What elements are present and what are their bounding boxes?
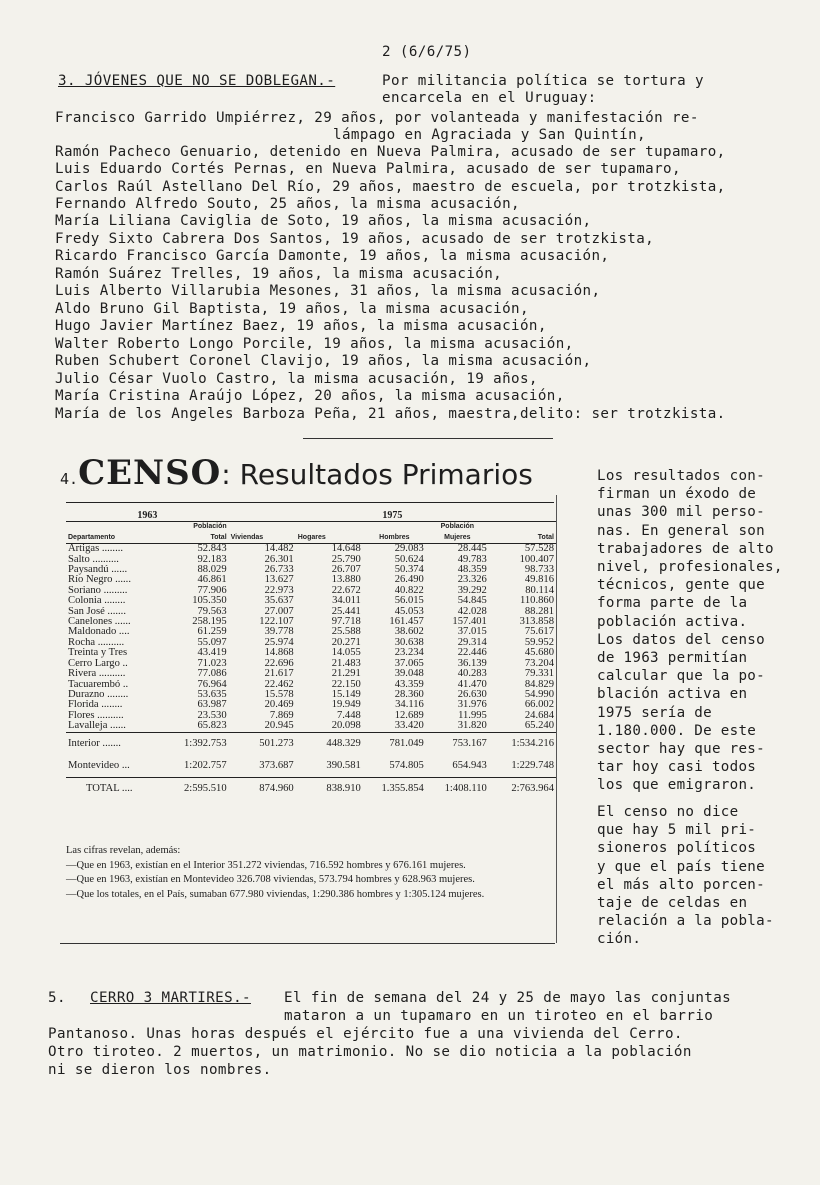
detainee-line: Ruben Schubert Coronel Clavijo, 19 años, la misma acusación, bbox=[55, 353, 592, 369]
cell-value: 29.083 bbox=[394, 543, 424, 555]
cell-value: 45.680 bbox=[524, 647, 554, 659]
cell-value: 25.441 bbox=[331, 605, 361, 617]
commentary-line: de 1963 permitían bbox=[597, 650, 748, 667]
cell-value: 61.259 bbox=[197, 626, 227, 638]
cell-value: 100.407 bbox=[519, 553, 554, 565]
cell-value: 43.419 bbox=[197, 647, 227, 659]
commentary-line: firman un éxodo de bbox=[597, 486, 757, 503]
cell-value: 753.167 bbox=[452, 737, 487, 749]
table-row bbox=[66, 669, 556, 679]
commentary-line: trabajadores de alto bbox=[597, 540, 774, 557]
cell-value: 88.029 bbox=[197, 564, 227, 576]
col-departamento: Departamento bbox=[68, 533, 116, 541]
cell-value: 28.445 bbox=[457, 543, 487, 555]
cell-value: 1:408.110 bbox=[444, 783, 487, 795]
cell-value: 59.952 bbox=[524, 636, 554, 648]
census-table bbox=[66, 511, 556, 801]
cell-departamento: TOTAL .... bbox=[86, 783, 133, 795]
detainee-line: Carlos Raúl Astellano Del Río, 29 años, maestro de escuela, por trotzkista, bbox=[55, 179, 726, 195]
cell-value: 63.987 bbox=[197, 699, 227, 711]
cell-value: 13.880 bbox=[331, 574, 361, 586]
cell-value: 25.974 bbox=[264, 636, 294, 648]
commentary-line: técnicos, gente que bbox=[597, 577, 765, 594]
census-commentary-1 bbox=[597, 467, 783, 795]
census-commentary-2 bbox=[597, 803, 774, 949]
detainee-line: Walter Roberto Longo Porcile, 19 años, la misma acusación, bbox=[55, 336, 574, 352]
commentary-line: 1.180.000. De este bbox=[597, 722, 757, 739]
cell-value: 161.457 bbox=[389, 616, 424, 628]
cell-value: 874.960 bbox=[259, 783, 294, 795]
cell-value: 35.637 bbox=[264, 595, 294, 607]
year-1975-header: 1975 bbox=[229, 511, 556, 522]
cell-departamento: Rivera .......... bbox=[68, 668, 126, 680]
detainee-line: María Liliana Caviglia de Soto, 19 años, la misma acusación, bbox=[55, 213, 592, 229]
cell-value: 14.055 bbox=[331, 647, 361, 659]
detainee-line: Fredy Sixto Cabrera Dos Santos, 19 años, acusado de ser trotzkista, bbox=[55, 231, 655, 247]
cell-departamento: Flores .......... bbox=[68, 709, 124, 721]
col-poblacion-total: Población Total bbox=[193, 523, 227, 541]
cell-value: 313.858 bbox=[519, 616, 554, 628]
cell-value: 50.624 bbox=[394, 553, 424, 565]
cell-value: 49.816 bbox=[524, 574, 554, 586]
commentary-line: nas. En general son bbox=[597, 522, 765, 539]
commentary-line: ción. bbox=[597, 931, 642, 948]
cell-value: 77.906 bbox=[197, 584, 227, 596]
commentary-line: 1975 sería de bbox=[597, 704, 712, 721]
cell-departamento: San José ....... bbox=[68, 605, 126, 617]
cell-value: 40.283 bbox=[457, 668, 487, 680]
cell-departamento: Durazno ........ bbox=[68, 688, 129, 700]
notes-intro: Las cifras revelan, además: bbox=[66, 845, 181, 856]
cell-value: 54.990 bbox=[524, 688, 554, 700]
cell-value: 30.638 bbox=[394, 636, 424, 648]
note-item: —Que los totales, en el País, sumaban 677.980 viviendas, 1:290.386 hombres y 1:305.124 mujeres. bbox=[66, 888, 485, 900]
cell-value: 22.696 bbox=[264, 657, 294, 669]
cell-value: 373.687 bbox=[259, 759, 294, 771]
cell-value: 80.114 bbox=[525, 584, 554, 596]
cell-value: 22.462 bbox=[264, 678, 294, 690]
cell-value: 838.910 bbox=[326, 783, 361, 795]
cell-value: 23.326 bbox=[457, 574, 487, 586]
cell-departamento: Canelones ...... bbox=[68, 616, 131, 628]
detainee-line: Luis Alberto Villarubia Mesones, 31 años, la misma acusación, bbox=[55, 283, 601, 299]
cell-value: 23.234 bbox=[394, 647, 424, 659]
cell-value: 574.805 bbox=[389, 759, 424, 771]
cell-value: 65.240 bbox=[524, 720, 554, 732]
commentary-line: sioneros políticos bbox=[597, 840, 757, 857]
cell-value: 34.011 bbox=[332, 595, 361, 607]
cell-value: 11.995 bbox=[458, 709, 487, 721]
cell-value: 79.331 bbox=[524, 668, 554, 680]
cell-value: 12.689 bbox=[394, 709, 424, 721]
cell-value: 14.648 bbox=[331, 543, 361, 555]
section5-title: CERRO 3 MARTIRES.- bbox=[90, 990, 251, 1006]
cell-value: 57.528 bbox=[524, 543, 554, 555]
col-total: Total bbox=[537, 533, 554, 541]
cell-value: 38.602 bbox=[394, 626, 424, 638]
cell-value: 501.273 bbox=[259, 737, 294, 749]
year-1963-header: 1963 bbox=[66, 511, 229, 522]
cell-value: 26.490 bbox=[394, 574, 424, 586]
cell-value: 26.630 bbox=[457, 688, 487, 700]
detainee-line: Julio César Vuolo Castro, la misma acusación, 19 años, bbox=[55, 371, 538, 387]
table-summary-row bbox=[66, 778, 556, 801]
cell-value: 25.588 bbox=[331, 626, 361, 638]
cell-value: 390.581 bbox=[326, 759, 361, 771]
cell-value: 33.420 bbox=[394, 720, 424, 732]
cell-departamento: Salto .......... bbox=[68, 553, 119, 565]
cell-value: 55.097 bbox=[197, 636, 227, 648]
cell-value: 43.359 bbox=[394, 678, 424, 690]
section3-intro-2: encarcela en el Uruguay: bbox=[382, 90, 597, 106]
cell-value: 73.204 bbox=[524, 657, 554, 669]
section4-number: 4. bbox=[60, 470, 79, 488]
cell-value: 7.869 bbox=[269, 709, 294, 721]
cell-value: 34.116 bbox=[395, 699, 424, 711]
detainee-line: Ramón Suárez Trelles, 19 años, la misma acusación, bbox=[55, 266, 503, 282]
section3-intro-1: Por militancia política se tortura y bbox=[382, 73, 704, 89]
cell-departamento: Artigas ........ bbox=[68, 543, 124, 555]
commentary-line: población activa. bbox=[597, 613, 748, 630]
cell-value: 13.627 bbox=[264, 574, 294, 586]
cell-value: 20.098 bbox=[331, 720, 361, 732]
commentary-line: unas 300 mil perso- bbox=[597, 504, 765, 521]
cell-value: 19.949 bbox=[331, 699, 361, 711]
cell-departamento: Maldonado .... bbox=[68, 626, 130, 638]
cell-value: 48.359 bbox=[457, 564, 487, 576]
cell-value: 14.868 bbox=[264, 647, 294, 659]
cell-value: 448.329 bbox=[326, 737, 361, 749]
cell-value: 25.790 bbox=[331, 553, 361, 565]
detainee-line: Aldo Bruno Gil Baptista, 19 años, la misma acusación, bbox=[55, 301, 529, 317]
cell-value: 84.829 bbox=[524, 678, 554, 690]
section5-line: Pantanoso. Unas horas después el ejército fue a una vivienda del Cerro. bbox=[48, 1026, 683, 1042]
cell-value: 40.822 bbox=[394, 584, 424, 596]
cell-value: 1:392.753 bbox=[183, 737, 227, 749]
census-title-word: CENSO bbox=[78, 453, 222, 493]
cell-value: 77.086 bbox=[197, 668, 227, 680]
detainee-line: Ramón Pacheco Genuario, detenido en Nueva Palmira, acusado de ser tupamaro, bbox=[55, 144, 726, 160]
cell-value: 26.301 bbox=[264, 553, 294, 565]
detainee-line: María de los Angeles Barboza Peña, 21 años, maestra,delito: ser trotzkista. bbox=[55, 406, 726, 422]
section5-line: Otro tiroteo. 2 muertos, un matrimonio. No se dio noticia a la población bbox=[48, 1044, 692, 1060]
cell-value: 2:595.510 bbox=[183, 783, 227, 795]
cell-value: 22.446 bbox=[457, 647, 487, 659]
section5-line: ni se dieron los nombres. bbox=[48, 1062, 272, 1078]
cell-value: 37.015 bbox=[457, 626, 487, 638]
cell-value: 36.139 bbox=[457, 657, 487, 669]
cell-value: 31.976 bbox=[457, 699, 487, 711]
cell-value: 76.964 bbox=[197, 678, 227, 690]
cell-value: 97.718 bbox=[331, 616, 361, 628]
cell-value: 66.002 bbox=[524, 699, 554, 711]
cell-value: 7.448 bbox=[336, 709, 361, 721]
cell-value: 22.672 bbox=[331, 584, 361, 596]
table-summary-row bbox=[66, 732, 556, 755]
section5-line: mataron a un tupamaro en un tiroteo en el barrio bbox=[284, 1008, 714, 1024]
detainee-line: Luis Eduardo Cortés Pernas, en Nueva Palmira, acusado de ser tupamaro, bbox=[55, 161, 681, 177]
census-clipping bbox=[60, 445, 560, 945]
census-heading bbox=[60, 453, 533, 493]
note-item: —Que en 1963, existían en Montevideo 326.708 viviendas, 573.794 hombres y 628.963 mujeres. bbox=[66, 874, 475, 885]
commentary-line: sector hay que res- bbox=[597, 741, 765, 758]
cell-departamento: Lavalleja ...... bbox=[68, 720, 126, 732]
cell-value: 1:229.748 bbox=[511, 759, 554, 771]
cell-value: 79.563 bbox=[197, 605, 227, 617]
cell-value: 46.861 bbox=[197, 574, 227, 586]
cell-departamento: Rocha .......... bbox=[68, 636, 125, 648]
cell-value: 24.684 bbox=[524, 709, 554, 721]
census-title-rest: : Resultados Primarios bbox=[221, 458, 533, 491]
table-row bbox=[66, 721, 556, 732]
commentary-line: forma parte de la bbox=[597, 595, 748, 612]
commentary-line: Los resultados con- bbox=[597, 468, 765, 484]
cell-value: 92.183 bbox=[197, 553, 227, 565]
cell-value: 54.845 bbox=[457, 595, 487, 607]
cell-departamento: Colonia ........ bbox=[68, 595, 126, 607]
cell-value: 2:763.964 bbox=[511, 783, 554, 795]
cell-value: 52.843 bbox=[197, 543, 227, 555]
cell-value: 37.065 bbox=[394, 657, 424, 669]
cell-value: 27.007 bbox=[264, 605, 294, 617]
cell-value: 21.291 bbox=[331, 668, 361, 680]
detainee-line: lámpago en Agraciada y San Quintín, bbox=[333, 127, 646, 143]
commentary-line: Los datos del censo bbox=[597, 631, 765, 648]
col-viviendas: Viviendas bbox=[230, 533, 264, 541]
commentary-line: blación activa en bbox=[597, 686, 748, 703]
cell-value: 53.635 bbox=[197, 688, 227, 700]
cell-value: 21.483 bbox=[331, 657, 361, 669]
cell-value: 28.360 bbox=[394, 688, 424, 700]
cell-value: 41.470 bbox=[457, 678, 487, 690]
cell-value: 88.281 bbox=[524, 605, 554, 617]
cell-value: 45.053 bbox=[394, 605, 424, 617]
cell-value: 654.943 bbox=[452, 759, 487, 771]
table-row bbox=[66, 544, 556, 555]
cell-value: 98.733 bbox=[524, 564, 554, 576]
cell-value: 110.860 bbox=[519, 595, 554, 607]
cell-value: 39.048 bbox=[394, 668, 424, 680]
cell-value: 15.149 bbox=[331, 688, 361, 700]
cell-value: 258.195 bbox=[192, 616, 227, 628]
detainee-line: Ricardo Francisco García Damonte, 19 años, la misma acusación, bbox=[55, 248, 610, 264]
cell-value: 31.820 bbox=[457, 720, 487, 732]
cell-value: 71.023 bbox=[197, 657, 227, 669]
cell-value: 157.401 bbox=[452, 616, 487, 628]
detainee-line: María Cristina Araújo López, 20 años, la misma acusación, bbox=[55, 388, 565, 404]
cell-departamento: Tacuarembó .. bbox=[68, 678, 129, 690]
clipping-bottom-border bbox=[60, 943, 555, 944]
cell-value: 22.150 bbox=[331, 678, 361, 690]
cell-departamento: Treinta y Tres bbox=[68, 647, 128, 659]
cell-value: 50.374 bbox=[394, 564, 424, 576]
census-notes bbox=[66, 845, 546, 903]
page-header: 2 (6/6/75) bbox=[382, 44, 472, 60]
commentary-line: taje de celdas en bbox=[597, 895, 748, 912]
cell-value: 29.314 bbox=[457, 636, 487, 648]
cell-departamento: Río Negro ...... bbox=[68, 574, 131, 586]
cell-value: 15.578 bbox=[264, 688, 294, 700]
cell-departamento: Paysandú ...... bbox=[68, 564, 128, 576]
col-mujeres: Población Mujeres bbox=[440, 523, 475, 541]
cell-departamento: Interior ....... bbox=[68, 737, 121, 749]
cell-value: 39.292 bbox=[457, 584, 487, 596]
cell-value: 26.707 bbox=[331, 564, 361, 576]
cell-value: 49.783 bbox=[457, 553, 487, 565]
commentary-line: que hay 5 mil pri- bbox=[597, 822, 757, 839]
section3-title: 3. JÓVENES QUE NO SE DOBLEGAN.- bbox=[58, 73, 336, 89]
table-top-rule bbox=[66, 502, 554, 503]
cell-value: 20.945 bbox=[264, 720, 294, 732]
section5-number: 5. bbox=[48, 990, 66, 1006]
commentary-line: nivel, profesionales, bbox=[597, 559, 783, 576]
commentary-line: y que el país tiene bbox=[597, 858, 765, 875]
commentary-line: los que emigraron. bbox=[597, 777, 757, 794]
cell-value: 20.469 bbox=[264, 699, 294, 711]
cell-value: 75.617 bbox=[524, 626, 554, 638]
cell-value: 1:202.757 bbox=[183, 759, 227, 771]
commentary-line: calcular que la po- bbox=[597, 668, 765, 685]
table-summary-row bbox=[66, 755, 556, 778]
cell-departamento: Soriano ......... bbox=[68, 584, 128, 596]
cell-value: 65.823 bbox=[197, 720, 227, 732]
commentary-line: el más alto porcen- bbox=[597, 876, 765, 893]
commentary-line: El censo no dice bbox=[597, 804, 739, 820]
cell-departamento: Cerro Largo .. bbox=[68, 657, 128, 669]
cell-value: 21.617 bbox=[264, 668, 294, 680]
detainee-line: Francisco Garrido Umpiérrez, 29 años, por volanteada y manifestación re- bbox=[55, 110, 699, 126]
detainee-line: Hugo Javier Martínez Baez, 19 años, la misma acusación, bbox=[55, 318, 547, 334]
cell-departamento: Montevideo ... bbox=[68, 759, 130, 771]
cell-value: 14.482 bbox=[264, 543, 294, 555]
cell-value: 105.350 bbox=[192, 595, 227, 607]
divider-rule bbox=[303, 438, 553, 439]
cell-departamento: Florida ........ bbox=[68, 699, 123, 711]
cell-value: 42.028 bbox=[457, 605, 487, 617]
note-item: —Que en 1963, existían en el Interior 351.272 viviendas, 716.592 hombres y 676.161 mujeres. bbox=[66, 859, 466, 871]
cell-value: 26.733 bbox=[264, 564, 294, 576]
col-hogares: Hogares bbox=[297, 533, 326, 541]
cell-value: 39.778 bbox=[264, 626, 294, 638]
cell-value: 781.049 bbox=[389, 737, 424, 749]
cell-value: 1:534.216 bbox=[511, 737, 554, 749]
section5-line: El fin de semana del 24 y 25 de mayo las conjuntas bbox=[284, 990, 732, 1006]
cell-value: 122.107 bbox=[259, 616, 294, 628]
col-hombres: Hombres bbox=[379, 533, 410, 541]
commentary-line: tar hoy casi todos bbox=[597, 759, 757, 776]
cell-value: 23.530 bbox=[197, 709, 227, 721]
commentary-line: relación a la pobla- bbox=[597, 913, 774, 930]
cell-value: 20.271 bbox=[331, 636, 361, 648]
cell-value: 56.015 bbox=[394, 595, 424, 607]
cell-value: 1.355.854 bbox=[381, 783, 424, 795]
detainee-line: Fernando Alfredo Souto, 25 años, la misma acusación, bbox=[55, 196, 520, 212]
clipping-right-border bbox=[556, 495, 557, 943]
cell-value: 22.973 bbox=[264, 584, 294, 596]
